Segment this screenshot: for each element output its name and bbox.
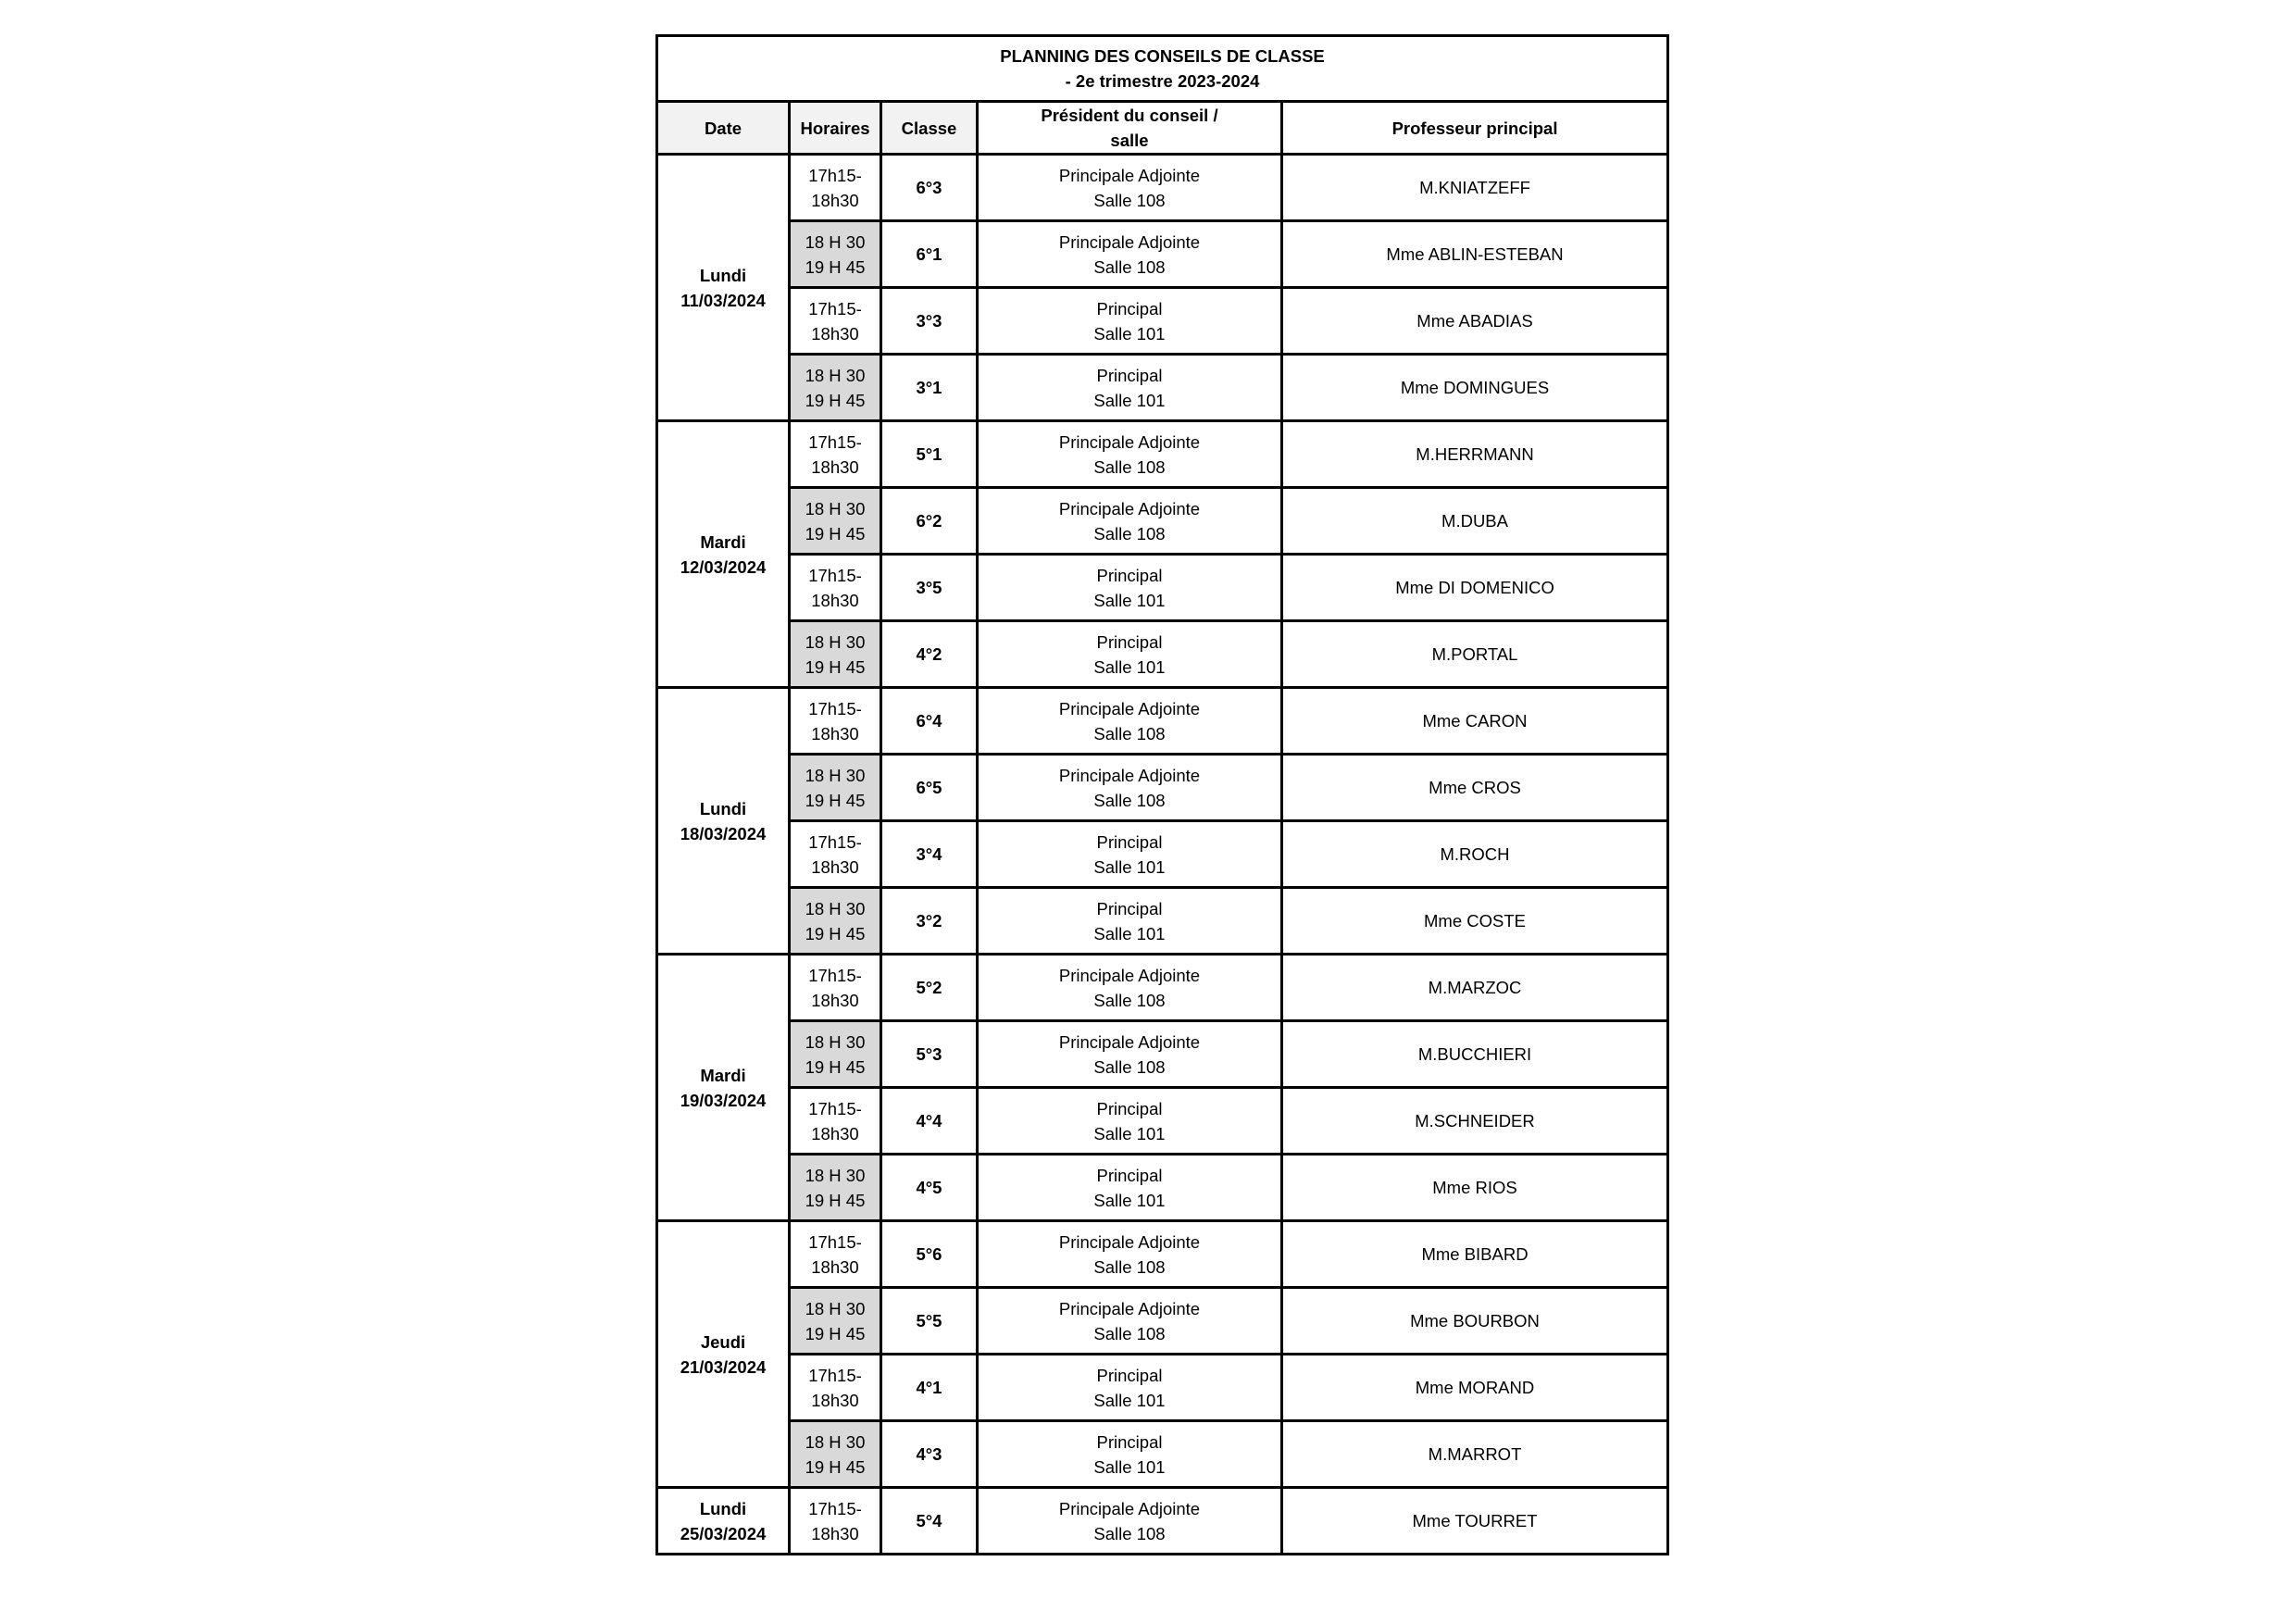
table-row bbox=[657, 488, 1668, 555]
president-cell bbox=[978, 1221, 1282, 1288]
header-president-line-1: Président du conseil / bbox=[1041, 106, 1218, 125]
table-row bbox=[657, 1021, 1668, 1088]
horaire-start: 17h15- bbox=[808, 965, 862, 985]
horaire-start: 17h15- bbox=[808, 1098, 862, 1118]
salle: Salle 101 bbox=[1093, 323, 1166, 344]
day-name: Mardi bbox=[700, 531, 746, 552]
horaires-cell bbox=[790, 621, 881, 688]
horaire-end: 19 H 45 bbox=[805, 1323, 866, 1343]
horaire-start: 17h15- bbox=[808, 431, 862, 452]
classe-cell: 5°6 bbox=[881, 1221, 978, 1288]
day-name: Lundi bbox=[699, 1498, 747, 1518]
horaire-end: 19 H 45 bbox=[805, 256, 866, 277]
president-cell bbox=[978, 755, 1282, 821]
classe-cell: 6°1 bbox=[881, 221, 978, 288]
president-cell bbox=[978, 1488, 1282, 1555]
salle: Salle 108 bbox=[1093, 1523, 1166, 1543]
salle: Salle 108 bbox=[1093, 990, 1166, 1010]
president-cell bbox=[978, 155, 1282, 221]
horaire-start: 18 H 30 bbox=[805, 1298, 866, 1318]
salle: Salle 101 bbox=[1093, 856, 1166, 877]
president-cell bbox=[978, 1421, 1282, 1488]
president-name: Principal bbox=[1096, 898, 1163, 918]
header-horaires: Horaires bbox=[790, 102, 881, 155]
classe-cell: 3°2 bbox=[881, 888, 978, 955]
horaires-cell bbox=[790, 821, 881, 888]
president-name: Principale Adjointe bbox=[1058, 965, 1201, 985]
horaire-start: 18 H 30 bbox=[805, 231, 866, 252]
classe-cell: 5°2 bbox=[881, 955, 978, 1021]
horaire-end: 19 H 45 bbox=[805, 390, 866, 410]
date-cell bbox=[657, 1488, 790, 1555]
table-row bbox=[657, 1221, 1668, 1288]
table-row bbox=[657, 155, 1668, 221]
classe-cell: 5°1 bbox=[881, 421, 978, 488]
president-name: Principale Adjointe bbox=[1058, 231, 1201, 252]
table-row bbox=[657, 221, 1668, 288]
salle: Salle 108 bbox=[1093, 456, 1166, 477]
salle: Salle 108 bbox=[1093, 790, 1166, 810]
president-cell bbox=[978, 288, 1282, 355]
professeur-cell: Mme ABADIAS bbox=[1282, 288, 1668, 355]
salle: Salle 108 bbox=[1093, 1323, 1166, 1343]
president-name: Principale Adjointe bbox=[1058, 165, 1201, 185]
professeur-cell: Mme RIOS bbox=[1282, 1155, 1668, 1221]
table-row bbox=[657, 555, 1668, 621]
professeur-cell: Mme DOMINGUES bbox=[1282, 355, 1668, 421]
table-row bbox=[657, 355, 1668, 421]
president-cell bbox=[978, 1355, 1282, 1421]
salle: Salle 101 bbox=[1093, 1456, 1166, 1477]
table-row bbox=[657, 688, 1668, 755]
horaires-cell bbox=[790, 888, 881, 955]
title-line-1: PLANNING DES CONSEILS DE CLASSE bbox=[1000, 46, 1325, 66]
president-name: Principal bbox=[1096, 1365, 1163, 1385]
horaire-start: 18 H 30 bbox=[805, 1165, 866, 1185]
header-classe: Classe bbox=[881, 102, 978, 155]
president-cell bbox=[978, 488, 1282, 555]
president-cell bbox=[978, 688, 1282, 755]
horaire-start: 18 H 30 bbox=[805, 365, 866, 385]
day-date: 21/03/2024 bbox=[680, 1356, 767, 1377]
classe-cell: 5°4 bbox=[881, 1488, 978, 1555]
salle: Salle 101 bbox=[1093, 923, 1166, 943]
horaire-start: 18 H 30 bbox=[805, 898, 866, 918]
table-row bbox=[657, 955, 1668, 1021]
horaire-start: 18 H 30 bbox=[805, 1031, 866, 1052]
president-cell bbox=[978, 955, 1282, 1021]
day-name: Mardi bbox=[700, 1065, 746, 1085]
horaires-cell bbox=[790, 1021, 881, 1088]
salle: Salle 108 bbox=[1093, 1256, 1166, 1277]
president-name: Principale Adjointe bbox=[1058, 1298, 1201, 1318]
professeur-cell: Mme CROS bbox=[1282, 755, 1668, 821]
horaire-end: 18h30 bbox=[811, 456, 859, 477]
horaire-start: 17h15- bbox=[808, 298, 862, 319]
horaires-cell bbox=[790, 1488, 881, 1555]
horaire-start: 17h15- bbox=[808, 565, 862, 585]
horaires-cell bbox=[790, 1155, 881, 1221]
classe-cell: 4°1 bbox=[881, 1355, 978, 1421]
salle: Salle 101 bbox=[1093, 390, 1166, 410]
salle: Salle 101 bbox=[1093, 656, 1166, 677]
horaires-cell bbox=[790, 221, 881, 288]
table-row bbox=[657, 1288, 1668, 1355]
salle: Salle 101 bbox=[1093, 590, 1166, 610]
table-row bbox=[657, 888, 1668, 955]
president-name: Principale Adjointe bbox=[1058, 765, 1201, 785]
president-cell bbox=[978, 1155, 1282, 1221]
horaires-cell bbox=[790, 688, 881, 755]
table-row bbox=[657, 1088, 1668, 1155]
horaires-cell bbox=[790, 355, 881, 421]
horaire-end: 18h30 bbox=[811, 1256, 859, 1277]
date-cell bbox=[657, 688, 790, 955]
horaires-cell bbox=[790, 955, 881, 1021]
president-cell bbox=[978, 1021, 1282, 1088]
horaire-end: 18h30 bbox=[811, 856, 859, 877]
horaire-start: 18 H 30 bbox=[805, 631, 866, 652]
president-name: Principale Adjointe bbox=[1058, 1231, 1201, 1252]
classe-cell: 3°5 bbox=[881, 555, 978, 621]
day-date: 12/03/2024 bbox=[680, 556, 767, 577]
horaire-start: 18 H 30 bbox=[805, 765, 866, 785]
salle: Salle 101 bbox=[1093, 1190, 1166, 1210]
day-name: Jeudi bbox=[700, 1331, 746, 1352]
horaire-end: 18h30 bbox=[811, 1123, 859, 1143]
header-president-line-2: salle bbox=[1110, 131, 1149, 150]
horaire-end: 18h30 bbox=[811, 1390, 859, 1410]
horaire-end: 18h30 bbox=[811, 1523, 859, 1543]
president-name: Principal bbox=[1096, 1098, 1163, 1118]
date-cell bbox=[657, 1221, 790, 1488]
horaire-end: 18h30 bbox=[811, 723, 859, 743]
classe-cell: 6°4 bbox=[881, 688, 978, 755]
president-cell bbox=[978, 621, 1282, 688]
horaire-end: 18h30 bbox=[811, 590, 859, 610]
classe-cell: 6°5 bbox=[881, 755, 978, 821]
salle: Salle 108 bbox=[1093, 523, 1166, 543]
president-name: Principale Adjointe bbox=[1058, 1031, 1201, 1052]
classe-cell: 4°4 bbox=[881, 1088, 978, 1155]
salle: Salle 108 bbox=[1093, 723, 1166, 743]
professeur-cell: M.MARROT bbox=[1282, 1421, 1668, 1488]
professeur-cell: Mme TOURRET bbox=[1282, 1488, 1668, 1555]
president-name: Principale Adjointe bbox=[1058, 431, 1201, 452]
horaire-end: 18h30 bbox=[811, 990, 859, 1010]
day-name: Lundi bbox=[699, 265, 747, 285]
horaire-start: 17h15- bbox=[808, 1365, 862, 1385]
classe-cell: 3°1 bbox=[881, 355, 978, 421]
classe-cell: 4°3 bbox=[881, 1421, 978, 1488]
table-row bbox=[657, 288, 1668, 355]
president-name: Principale Adjointe bbox=[1058, 698, 1201, 718]
horaire-end: 19 H 45 bbox=[805, 1190, 866, 1210]
professeur-cell: M.KNIATZEFF bbox=[1282, 155, 1668, 221]
horaire-start: 17h15- bbox=[808, 1498, 862, 1518]
table-row bbox=[657, 621, 1668, 688]
horaire-end: 19 H 45 bbox=[805, 923, 866, 943]
president-cell bbox=[978, 221, 1282, 288]
president-name: Principal bbox=[1096, 365, 1163, 385]
header-row bbox=[657, 102, 1668, 155]
president-name: Principal bbox=[1096, 631, 1163, 652]
professeur-cell: M.SCHNEIDER bbox=[1282, 1088, 1668, 1155]
professeur-cell: Mme MORAND bbox=[1282, 1355, 1668, 1421]
horaires-cell bbox=[790, 288, 881, 355]
horaires-cell bbox=[790, 421, 881, 488]
day-date: 11/03/2024 bbox=[680, 290, 766, 310]
horaire-start: 17h15- bbox=[808, 1231, 862, 1252]
president-cell bbox=[978, 888, 1282, 955]
day-date: 18/03/2024 bbox=[680, 823, 767, 843]
professeur-cell: M.DUBA bbox=[1282, 488, 1668, 555]
horaire-start: 17h15- bbox=[808, 698, 862, 718]
horaire-end: 19 H 45 bbox=[805, 790, 866, 810]
header-date: Date bbox=[657, 102, 790, 155]
classe-cell: 4°2 bbox=[881, 621, 978, 688]
day-date: 25/03/2024 bbox=[680, 1523, 767, 1543]
classe-cell: 3°3 bbox=[881, 288, 978, 355]
horaires-cell bbox=[790, 1421, 881, 1488]
president-name: Principale Adjointe bbox=[1058, 498, 1201, 518]
date-cell bbox=[657, 421, 790, 688]
horaires-cell bbox=[790, 755, 881, 821]
horaire-start: 17h15- bbox=[808, 165, 862, 185]
president-cell bbox=[978, 421, 1282, 488]
table-row bbox=[657, 755, 1668, 821]
president-cell bbox=[978, 1088, 1282, 1155]
president-name: Principal bbox=[1096, 565, 1163, 585]
president-cell bbox=[978, 555, 1282, 621]
horaire-start: 18 H 30 bbox=[805, 1431, 866, 1452]
horaire-start: 18 H 30 bbox=[805, 498, 866, 518]
classe-cell: 4°5 bbox=[881, 1155, 978, 1221]
title-line-2: - 2e trimestre 2023-2024 bbox=[1065, 71, 1260, 91]
horaire-start: 17h15- bbox=[808, 831, 862, 852]
planning-table bbox=[655, 34, 1669, 1555]
horaire-end: 18h30 bbox=[811, 190, 859, 210]
table-row bbox=[657, 1355, 1668, 1421]
day-date: 19/03/2024 bbox=[680, 1090, 767, 1110]
table-row bbox=[657, 1421, 1668, 1488]
horaires-cell bbox=[790, 1355, 881, 1421]
horaire-end: 19 H 45 bbox=[805, 1456, 866, 1477]
day-name: Lundi bbox=[699, 798, 747, 818]
horaires-cell bbox=[790, 1088, 881, 1155]
table-row bbox=[657, 821, 1668, 888]
president-name: Principal bbox=[1096, 831, 1163, 852]
professeur-cell: M.PORTAL bbox=[1282, 621, 1668, 688]
title-row bbox=[657, 36, 1668, 102]
date-cell bbox=[657, 155, 790, 421]
professeur-cell: Mme ABLIN-ESTEBAN bbox=[1282, 221, 1668, 288]
professeur-cell: Mme BOURBON bbox=[1282, 1288, 1668, 1355]
horaire-end: 19 H 45 bbox=[805, 1056, 866, 1077]
classe-cell: 5°5 bbox=[881, 1288, 978, 1355]
professeur-cell: Mme COSTE bbox=[1282, 888, 1668, 955]
professeur-cell: M.ROCH bbox=[1282, 821, 1668, 888]
president-name: Principale Adjointe bbox=[1058, 1498, 1201, 1518]
horaire-end: 18h30 bbox=[811, 323, 859, 344]
president-name: Principal bbox=[1096, 1165, 1163, 1185]
classe-cell: 6°3 bbox=[881, 155, 978, 221]
president-cell bbox=[978, 1288, 1282, 1355]
table-row bbox=[657, 1155, 1668, 1221]
professeur-cell: M.BUCCHIERI bbox=[1282, 1021, 1668, 1088]
horaires-cell bbox=[790, 155, 881, 221]
table-row bbox=[657, 421, 1668, 488]
page-title bbox=[657, 36, 1668, 102]
header-professeur: Professeur principal bbox=[1282, 102, 1668, 155]
date-cell bbox=[657, 955, 790, 1221]
horaires-cell bbox=[790, 488, 881, 555]
classe-cell: 6°2 bbox=[881, 488, 978, 555]
horaires-cell bbox=[790, 1288, 881, 1355]
professeur-cell: Mme DI DOMENICO bbox=[1282, 555, 1668, 621]
horaire-end: 19 H 45 bbox=[805, 656, 866, 677]
president-cell bbox=[978, 355, 1282, 421]
president-name: Principal bbox=[1096, 1431, 1163, 1452]
horaires-cell bbox=[790, 555, 881, 621]
salle: Salle 101 bbox=[1093, 1123, 1166, 1143]
president-name: Principal bbox=[1096, 298, 1163, 319]
professeur-cell: M.MARZOC bbox=[1282, 955, 1668, 1021]
professeur-cell: Mme BIBARD bbox=[1282, 1221, 1668, 1288]
header-president bbox=[978, 102, 1282, 155]
table-row bbox=[657, 1488, 1668, 1555]
horaires-cell bbox=[790, 1221, 881, 1288]
classe-cell: 5°3 bbox=[881, 1021, 978, 1088]
salle: Salle 101 bbox=[1093, 1390, 1166, 1410]
professeur-cell: M.HERRMANN bbox=[1282, 421, 1668, 488]
president-cell bbox=[978, 821, 1282, 888]
classe-cell: 3°4 bbox=[881, 821, 978, 888]
salle: Salle 108 bbox=[1093, 190, 1166, 210]
professeur-cell: Mme CARON bbox=[1282, 688, 1668, 755]
horaire-end: 19 H 45 bbox=[805, 523, 866, 543]
salle: Salle 108 bbox=[1093, 1056, 1166, 1077]
salle: Salle 108 bbox=[1093, 256, 1166, 277]
